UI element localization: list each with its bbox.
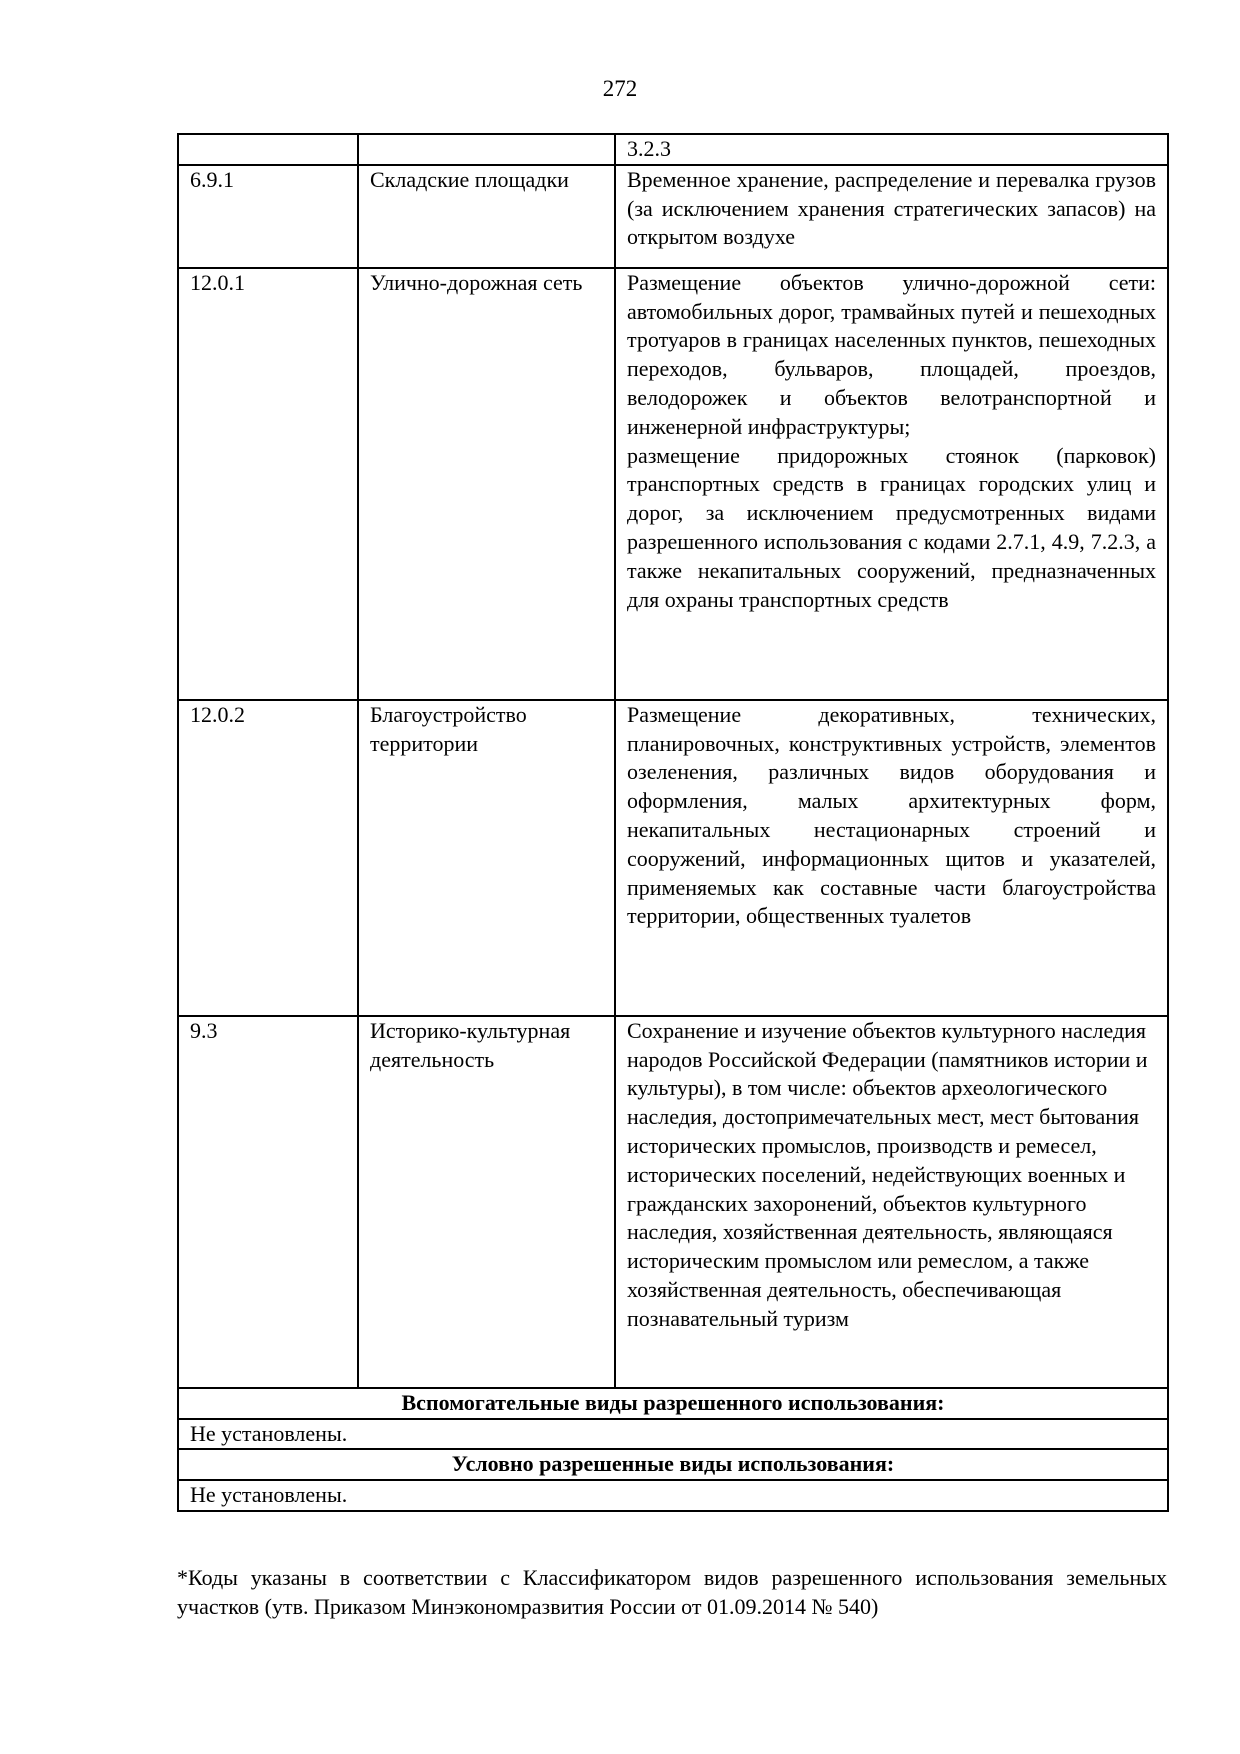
land-use-table: [177, 133, 1169, 1512]
description-cell: Сохранение и изучение объектов культурного наследия народов Российской Федерации (памятников истории и культуры), в том числе: объектов археологического наследия, достопримечательных мест, мест бытования исторических промыслов, производств и ремесел, исторических поселений, недействующих военных и гражданских захоронений, объектов культурного наследия, хозяйственная деятельность, являющаяся историческим промыслом или ремеслом, а также хозяйственная деятельность, обеспечивающая познавательный туризм: [615, 1016, 1168, 1388]
name-cell: Историко-культурная деятельность: [358, 1016, 615, 1388]
name-cell: Улично-дорожная сеть: [358, 268, 615, 700]
description-cell: 3.2.3: [615, 134, 1168, 165]
code-cell: [178, 134, 358, 165]
description-cell: Размещение декоративных, технических, планировочных, конструктивных устройств, элементов озеленения, различных видов оборудования и оформления, малых архитектурных форм, некапитальных нестационарных строений и сооружений, информационных щитов и указателей, применяемых как составные части благоустройства территории, общественных туалетов: [615, 700, 1168, 1016]
description-cell: Временное хранение, распределение и перевалка грузов (за исключением хранения стратегических запасов) на открытом воздухе: [615, 165, 1168, 268]
table-row: [178, 165, 1168, 268]
auxiliary-heading-row: [178, 1388, 1168, 1419]
name-cell: Складские площадки: [358, 165, 615, 268]
code-cell: 9.3: [178, 1016, 358, 1388]
conditional-value: Не установлены.: [178, 1480, 1168, 1511]
code-cell: 12.0.1: [178, 268, 358, 700]
page-number: 272: [602, 76, 638, 101]
code-cell: 12.0.2: [178, 700, 358, 1016]
footnote: *Коды указаны в соответствии с Классификатором видов разрешенного использования земельных участков (утв. Приказом Минэкономразвития России от 01.09.2014 № 540): [177, 1565, 1167, 1619]
conditional-heading-row: [178, 1449, 1168, 1480]
auxiliary-value-row: [178, 1419, 1168, 1450]
conditional-heading: Условно разрешенные виды использования:: [178, 1449, 1168, 1480]
name-cell: [358, 134, 615, 165]
table-row: [178, 1016, 1168, 1388]
code-cell: 6.9.1: [178, 165, 358, 268]
conditional-value-row: [178, 1480, 1168, 1511]
table-row: [178, 134, 1168, 165]
table-row: [178, 268, 1168, 700]
auxiliary-heading: Вспомогательные виды разрешенного использования:: [178, 1388, 1168, 1419]
table-row: [178, 700, 1168, 1016]
auxiliary-value: Не установлены.: [178, 1419, 1168, 1450]
name-cell: Благоустройство территории: [358, 700, 615, 1016]
description-cell: Размещение объектов улично-дорожной сети: автомобильных дорог, трамвайных путей и пешеходных тротуаров в границах населенных пунктов, пешеходных переходов, бульваров, площадей, проездов, велодорожек и объектов велотранспортной и инженерной инфраструктуры; размещение придорожных стоянок (парковок) транспортных средств в границах городских улиц и дорог, за исключением предусмотренных видами разрешенного использования с кодами 2.7.1, 4.9, 7.2.3, а также некапитальных сооружений, предназначенных для охраны транспортных средств: [615, 268, 1168, 700]
